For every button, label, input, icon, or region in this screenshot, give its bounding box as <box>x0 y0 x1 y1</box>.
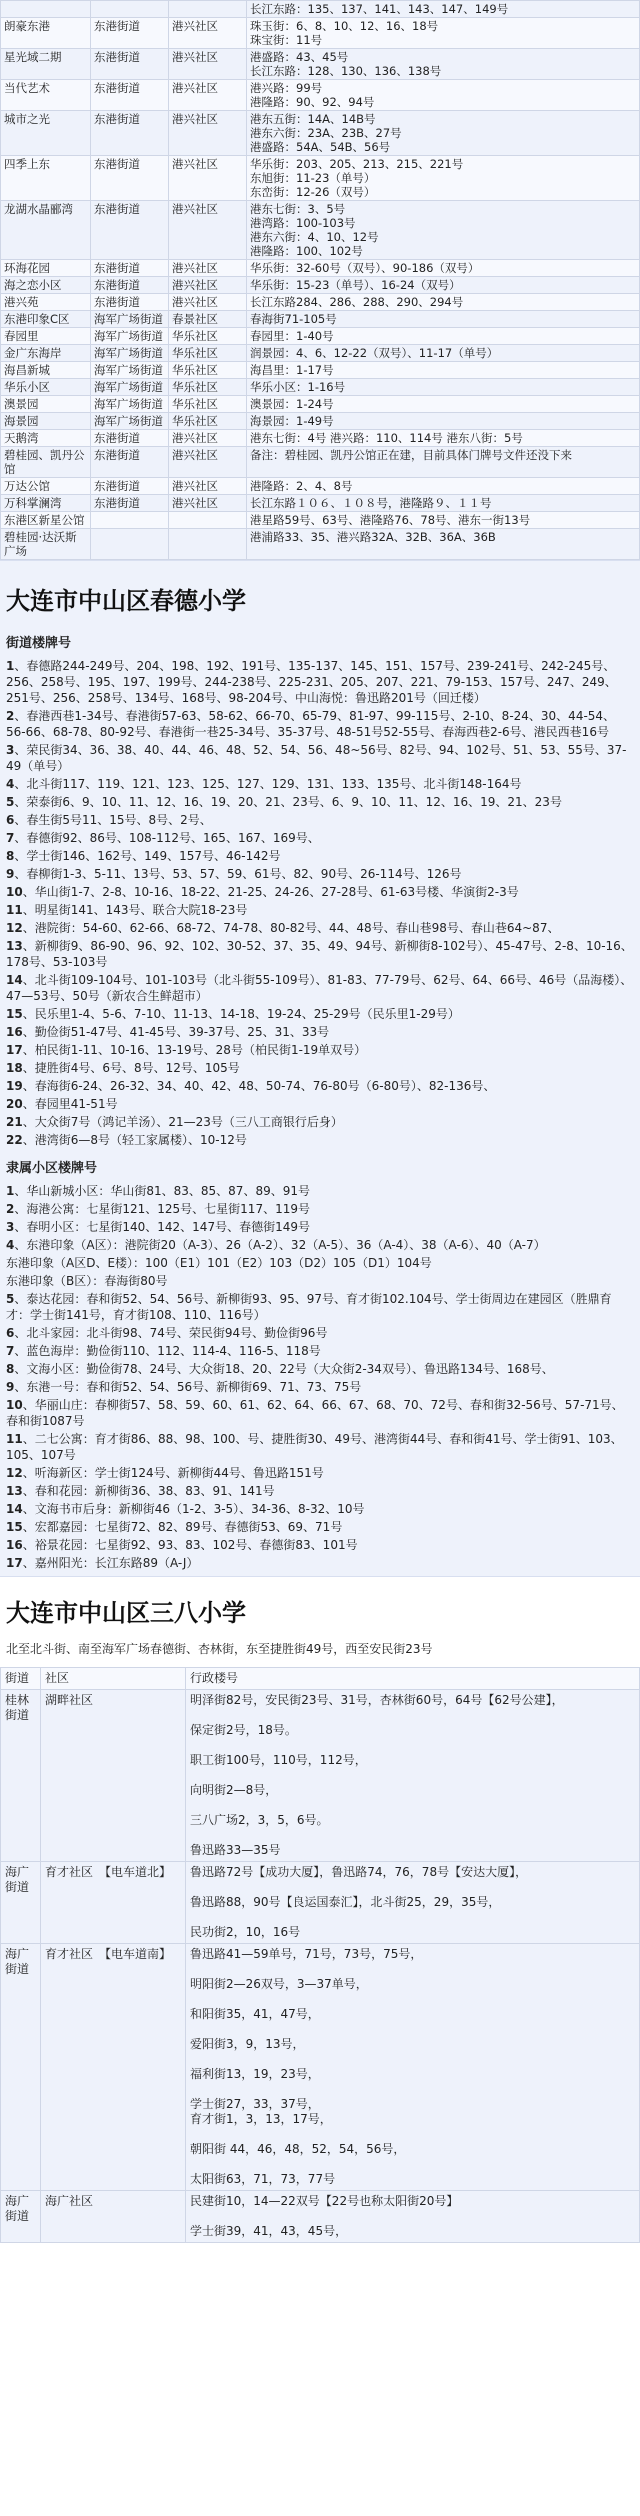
neighborhood: 春景社区 <box>169 311 247 328</box>
building-numbers: 华乐小区：1-16号 <box>247 379 640 396</box>
list-item <box>0 707 640 741</box>
item-text: 、春海街6-24、26-32、34、40、42、48、50-74、76-80号（6-80号）、82-136号、 <box>22 1079 496 1093</box>
item-number: 13 <box>6 939 23 953</box>
street-office: 东港街道 <box>91 447 169 478</box>
item-number: 7 <box>6 1344 15 1358</box>
street-office: 海军广场街道 <box>91 328 169 345</box>
building-numbers: 海昌里：1-17号 <box>247 362 640 379</box>
neighborhood: 港兴社区 <box>169 18 247 49</box>
sanba-table <box>0 1667 640 2243</box>
street-office: 海军广场街道 <box>91 379 169 396</box>
item-text: 、民乐里1-4、5-6、7-10、11-13、14-18、19-24、25-29号（民乐里1-29号） <box>22 1007 460 1021</box>
list-item <box>0 1342 640 1360</box>
item-text: 、华丽山庄：春柳街57、58、59、60、61、62、64、66、67、68、70、72号、春和街32-56号、57-71号、春和街1087号 <box>6 1398 624 1428</box>
chunde-title: 大连市中山区春德小学 <box>6 586 246 615</box>
table-row <box>1 260 640 277</box>
item-number: 6 <box>6 813 15 827</box>
item-text: 、春和花园：新柳街36、38、83、91、141号 <box>22 1484 275 1498</box>
item-text: 、文海小区：勤俭街78、24号、大众街18、20、22号（大众街2-34双号）、鲁迅路134号、168号、 <box>14 1362 554 1376</box>
table-row <box>1 362 640 379</box>
item-text: 、春港西巷1-34号、春港街57-63、58-62、66-70、65-79、81-97、99-115号、2-10、8-24、30、44-54、56-66、68-78、80-92号、春港街一巷25-34号、35-37号、48-51号52-55号、春海西巷2-6号、港民西巷16号 <box>6 709 616 739</box>
item-text: 、港湾街6—8号（轻工家属楼）、10-12号 <box>22 1133 247 1147</box>
building-numbers: 港东七街：3、5号 港湾路：100-103号 港东六街：4、10、12号 港隆路：100、102号 <box>247 201 640 260</box>
table-row <box>1 478 640 495</box>
street-office: 东港街道 <box>91 80 169 111</box>
item-number: 2 <box>6 1202 15 1216</box>
header-building-numbers: 行政楼号 <box>186 1668 640 1690</box>
building-numbers: 海景园：1-49号 <box>247 413 640 430</box>
table-row <box>1 430 640 447</box>
header-community: 社区 <box>41 1668 186 1690</box>
table-row <box>1 495 640 512</box>
list-item <box>0 1077 640 1095</box>
item-number: 5 <box>6 795 15 809</box>
list-item <box>0 1236 640 1254</box>
neighborhood: 港兴社区 <box>169 156 247 201</box>
list-item <box>0 1482 640 1500</box>
table-row <box>1 201 640 260</box>
item-text: 、新柳街9、86-90、96、92、102、30-52、37、35、49、94号、新柳街8-102号）、45-47号、2-8、10-16、178号、53-103号 <box>6 939 633 969</box>
street-office: 海军广场街道 <box>91 396 169 413</box>
table-row <box>1 1862 640 1944</box>
item-text: 东港印象（B区）：春海街80号 <box>6 1274 168 1288</box>
item-number: 16 <box>6 1538 23 1552</box>
item-text: 、华山街1-7、2-8、10-16、18-22、21-25、24-26、27-28号、61-63号楼、华演街2-3号 <box>22 885 519 899</box>
table-row <box>1 49 640 80</box>
neighborhood: 华乐社区 <box>169 362 247 379</box>
list-item <box>0 1095 640 1113</box>
item-text: 、春德街92、86号、108-112号、165、167、169号、 <box>14 831 320 845</box>
building-numbers: 鲁迅路72号【成功大厦】，鲁迅路74，76，78号【安达大厦】， 鲁迅路88，90号【良运国泰汇】，北斗街25，29，35号， 民功街2，10，16号 <box>186 1862 640 1944</box>
item-number: 15 <box>6 1007 23 1021</box>
list-item <box>0 1500 640 1518</box>
list-item <box>0 1272 640 1290</box>
item-text: 、东港一号：春和街52、54、56号、新柳街69、71、73、75号 <box>14 1380 362 1394</box>
list-item <box>0 847 640 865</box>
street-office: 东港街道 <box>91 478 169 495</box>
list-item <box>0 1182 640 1200</box>
item-text: 、学士街146、162号、149、157号、46-142号 <box>14 849 281 863</box>
list-item <box>0 937 640 971</box>
street-office: 桂林街道 <box>1 1690 41 1862</box>
neighborhood: 港兴社区 <box>169 294 247 311</box>
list-item <box>0 1290 640 1324</box>
item-text: 、大众街7号（鸿记羊汤）、21—23号（三八工商银行后身） <box>22 1115 343 1129</box>
item-text: 、春园里41-51号 <box>22 1097 118 1111</box>
list-item <box>0 741 640 775</box>
list-item <box>0 1218 640 1236</box>
building-numbers: 港隆路：2、4、8号 <box>247 478 640 495</box>
table-row <box>1 156 640 201</box>
list-item <box>0 1324 640 1342</box>
street-office: 东港街道 <box>91 18 169 49</box>
list-item <box>0 811 640 829</box>
item-number: 8 <box>6 1362 15 1376</box>
item-text: 、嘉州阳光：长江东路89（A-J） <box>22 1556 199 1570</box>
community-name: 万达公馆 <box>1 478 91 495</box>
item-text: 、捷胜街4号、6号、8号、12号、105号 <box>22 1061 240 1075</box>
item-number: 12 <box>6 921 23 935</box>
community-numbers-heading: 隶属小区楼牌号 <box>6 1161 98 1176</box>
street-office <box>91 512 169 529</box>
building-numbers: 润景园：4、6、12-22（双号）、11-17（单号） <box>247 345 640 362</box>
community-name: 龙湖水晶郦湾 <box>1 201 91 260</box>
item-number: 14 <box>6 1502 23 1516</box>
item-text: 、春柳街1-3、5-11、13号、53、57、59、61号、82、90号、26-114号、126号 <box>14 867 462 881</box>
residential-table <box>0 0 640 560</box>
street-office: 东港街道 <box>91 495 169 512</box>
neighborhood: 华乐社区 <box>169 413 247 430</box>
list-item <box>0 1131 640 1149</box>
item-text: 、北斗街117、119、121、123、125、127、129、131、133、135号、北斗街148-164号 <box>14 777 522 791</box>
community-name <box>1 1 91 18</box>
neighborhood <box>169 512 247 529</box>
neighborhood: 华乐社区 <box>169 328 247 345</box>
community-name: 当代艺术 <box>1 80 91 111</box>
community-name: 四季上东 <box>1 156 91 201</box>
table-row <box>1 328 640 345</box>
item-number: 1 <box>6 1184 15 1198</box>
neighborhood: 华乐社区 <box>169 379 247 396</box>
item-number: 6 <box>6 1326 15 1340</box>
street-office: 海军广场街道 <box>91 413 169 430</box>
list-item <box>0 1536 640 1554</box>
community-name: 朗豪东港 <box>1 18 91 49</box>
list-item <box>0 883 640 901</box>
street-office: 东港街道 <box>91 49 169 80</box>
item-text: 、春德路244-249号、204、198、192、191号、135-137、145、151、157号、239-241号、242-245号、256、258号、195、197、199号、244-238号、225-231、205、207、221、79-153、157号、247、249、251号、256、258号、134号、168号、98-204号、中山海悦：鲁迅路201号（回迁楼） <box>6 659 617 705</box>
table-row <box>1 345 640 362</box>
community-name: 港兴苑 <box>1 294 91 311</box>
building-numbers: 华乐街：15-23（单号）、16-24（双号） <box>247 277 640 294</box>
neighborhood: 港兴社区 <box>169 430 247 447</box>
street-office: 海广街道 <box>1 2191 41 2243</box>
building-numbers: 备注：碧桂园、凯丹公馆正在建，目前具体门牌号文件还没下来 <box>247 447 640 478</box>
building-numbers: 港东五街：14A、14B号 港东六街：23A、23B、27号 港盛路：54A、54B、56号 <box>247 111 640 156</box>
list-item <box>0 1200 640 1218</box>
item-number: 16 <box>6 1025 23 1039</box>
item-text: 、柏民街1-11、10-16、13-19号、28号（柏民街1-19单双号） <box>22 1043 367 1057</box>
item-number: 4 <box>6 1238 15 1252</box>
community-name: 东港印象C区 <box>1 311 91 328</box>
item-number: 9 <box>6 1380 15 1394</box>
chunde-section <box>0 560 640 1577</box>
item-number: 7 <box>6 831 15 845</box>
building-numbers: 民建街10，14—22双号【22号也称太阳街20号】 学士街39，41，43，45号， <box>186 2191 640 2243</box>
table-row <box>1 2191 640 2243</box>
item-text: 、二七公寓：育才街86、88、98、100、号、捷胜街30、49号、港湾街44号、春和街41号、学士街91、103、105、107号 <box>6 1432 623 1462</box>
community: 海广社区 <box>41 2191 186 2243</box>
list-item <box>0 1554 640 1572</box>
community-name: 华乐小区 <box>1 379 91 396</box>
community-name: 万科掌澜湾 <box>1 495 91 512</box>
building-numbers: 春园里：1-40号 <box>247 328 640 345</box>
table-row <box>1 447 640 478</box>
item-number: 21 <box>6 1115 23 1129</box>
item-text: 、海港公寓：七星街121、125号、七星街117、119号 <box>14 1202 310 1216</box>
item-number: 13 <box>6 1484 23 1498</box>
community: 湖畔社区 <box>41 1690 186 1862</box>
list-item <box>0 1396 640 1430</box>
list-item <box>0 919 640 937</box>
community-name: 海昌新城 <box>1 362 91 379</box>
building-numbers: 华乐街：203、205、213、215、221号 东旭街：11-23（单号） 东峦街：12-26（双号） <box>247 156 640 201</box>
table-row <box>1 1 640 18</box>
building-numbers: 港盛路：43、45号 长江东路：128、130、136、138号 <box>247 49 640 80</box>
item-text: 、荣民街34、36、38、40、44、46、48、52、54、56、48~56号、82号、94、102号、51、53、55号、37-49（单号） <box>6 743 627 773</box>
neighborhood: 港兴社区 <box>169 478 247 495</box>
table-row <box>1 413 640 430</box>
item-text: 、北斗街109-104号、101-103号（北斗街55-109号）、81-83、77-79号、62号、64、66号、46号（品海楼）、47—53号、50号（新农合生鲜超市） <box>6 973 633 1003</box>
neighborhood: 港兴社区 <box>169 447 247 478</box>
table-row <box>1 311 640 328</box>
item-text: 、北斗家园：北斗街98、74号、荣民街94号、勤俭街96号 <box>14 1326 328 1340</box>
street-office <box>91 529 169 560</box>
street-office: 东港街道 <box>91 260 169 277</box>
list-item <box>0 1113 640 1131</box>
list-item <box>0 829 640 847</box>
item-number: 14 <box>6 973 23 987</box>
neighborhood: 港兴社区 <box>169 260 247 277</box>
list-item <box>0 657 640 707</box>
list-item <box>0 793 640 811</box>
item-number: 17 <box>6 1043 23 1057</box>
item-text: 、裕景花园：七星街92、93、83、102号、春德街83、101号 <box>22 1538 358 1552</box>
table-row <box>1 529 640 560</box>
list-item <box>0 775 640 793</box>
building-numbers: 春海街71-105号 <box>247 311 640 328</box>
building-numbers: 长江东路284、286、288、290、294号 <box>247 294 640 311</box>
street-office: 海军广场街道 <box>91 362 169 379</box>
community-name: 澳景园 <box>1 396 91 413</box>
list-item <box>0 1023 640 1041</box>
street-office: 东港街道 <box>91 430 169 447</box>
building-numbers: 长江东路１０６、１０８号，港隆路９、１１号 <box>247 495 640 512</box>
item-number: 1 <box>6 659 15 673</box>
street-office: 东港街道 <box>91 277 169 294</box>
table-header-row <box>1 1668 640 1690</box>
item-number: 5 <box>6 1292 15 1306</box>
table-row <box>1 1944 640 2191</box>
item-number: 12 <box>6 1466 23 1480</box>
item-number: 4 <box>6 777 15 791</box>
community-name: 城市之光 <box>1 111 91 156</box>
neighborhood: 港兴社区 <box>169 277 247 294</box>
table-row <box>1 277 640 294</box>
community: 育才社区 【电车道南】 <box>41 1944 186 2191</box>
building-numbers: 华乐街：32-60号（双号）、90-186（双号） <box>247 260 640 277</box>
building-numbers: 澳景园：1-24号 <box>247 396 640 413</box>
item-text: 、春生街5号11、15号、8号、2号、 <box>14 813 212 827</box>
neighborhood <box>169 529 247 560</box>
street-office: 东港街道 <box>91 111 169 156</box>
community-numbers-list <box>0 1182 640 1572</box>
item-number: 17 <box>6 1556 23 1570</box>
street-office: 海军广场街道 <box>91 311 169 328</box>
neighborhood: 港兴社区 <box>169 80 247 111</box>
item-number: 15 <box>6 1520 23 1534</box>
building-numbers: 港兴路：99号 港隆路：90、92、94号 <box>247 80 640 111</box>
list-item <box>0 1005 640 1023</box>
street-office: 海军广场街道 <box>91 345 169 362</box>
header-street: 街道 <box>1 1668 41 1690</box>
table-row <box>1 294 640 311</box>
street-numbers-heading: 街道楼牌号 <box>6 636 72 651</box>
neighborhood: 港兴社区 <box>169 111 247 156</box>
street-office <box>91 1 169 18</box>
item-text: 、明星街141、143号、联合大院18-23号 <box>22 903 248 917</box>
list-item <box>0 865 640 883</box>
community-name: 春园里 <box>1 328 91 345</box>
item-text: 、勤俭街51-47号、41-45号、39-37号、25、31、33号 <box>22 1025 330 1039</box>
item-number: 2 <box>6 709 15 723</box>
item-number: 20 <box>6 1097 23 1111</box>
street-numbers-list <box>0 657 640 1149</box>
item-text: 、港院街：54-60、62-66、68-72、74-78、80-82号、44、48号、春山巷98号、春山巷64~87、 <box>22 921 560 935</box>
neighborhood: 港兴社区 <box>169 495 247 512</box>
community-name: 碧桂园、凯丹公馆 <box>1 447 91 478</box>
table-row <box>1 512 640 529</box>
community-name: 东港区新星公馆 <box>1 512 91 529</box>
building-numbers: 珠玉街：6、8、10、12、16、18号 珠宝街：11号 <box>247 18 640 49</box>
item-text: 、泰达花园：春和街52、54、56号、新柳街93、95、97号、育才街102.104号、学士街周边在建园区（胜鼎育才：学士街141号，育才街108、110、116号） <box>6 1292 612 1322</box>
neighborhood: 华乐社区 <box>169 345 247 362</box>
community-name: 碧桂园·达沃斯广场 <box>1 529 91 560</box>
list-item <box>0 1059 640 1077</box>
table-row <box>1 18 640 49</box>
item-number: 11 <box>6 1432 23 1446</box>
item-text: 、荣泰街6、9、10、11、12、16、19、20、21、23号、6、9、10、11、12、16、19、21、23号 <box>14 795 562 809</box>
table-row <box>1 396 640 413</box>
building-numbers: 港星路59号、63号、港隆路76、78号、港东一街13号 <box>247 512 640 529</box>
list-item <box>0 901 640 919</box>
building-numbers: 港东七街：4号 港兴路：110、114号 港东八街：5号 <box>247 430 640 447</box>
item-number: 8 <box>6 849 15 863</box>
table-row <box>1 80 640 111</box>
item-number: 22 <box>6 1133 23 1147</box>
community: 育才社区 【电车道北】 <box>41 1862 186 1944</box>
community-name: 海之恋小区 <box>1 277 91 294</box>
neighborhood: 港兴社区 <box>169 201 247 260</box>
item-text: 东港印象（A区D、E楼）：100（E1）101（E2）103（D2）105（D1）104号 <box>6 1256 432 1270</box>
list-item <box>0 1041 640 1059</box>
list-item <box>0 1360 640 1378</box>
list-item <box>0 1464 640 1482</box>
street-office: 海广街道 <box>1 1862 41 1944</box>
item-number: 19 <box>6 1079 23 1093</box>
community-name: 星光域二期 <box>1 49 91 80</box>
sanba-title: 大连市中山区三八小学 <box>6 1598 246 1627</box>
list-item <box>0 1518 640 1536</box>
street-office: 东港街道 <box>91 201 169 260</box>
neighborhood: 华乐社区 <box>169 396 247 413</box>
table-row <box>1 1690 640 1862</box>
table-row <box>1 111 640 156</box>
community-name: 金广东海岸 <box>1 345 91 362</box>
item-text: 、春明小区：七星街140、142、147号、春德街149号 <box>14 1220 310 1234</box>
item-number: 18 <box>6 1061 23 1075</box>
building-numbers: 明泽街82号，安民街23号、31号，杏林街60号，64号【62号公建】， 保定街2号，18号。 职工街100号，110号，112号， 向明街2—8号， 三八广场2，3，5，6号。 鲁迅路33—35号 <box>186 1690 640 1862</box>
item-number: 3 <box>6 743 15 757</box>
street-office: 海广街道 <box>1 1944 41 2191</box>
list-item <box>0 1378 640 1396</box>
item-text: 、华山新城小区：华山街81、83、85、87、89、91号 <box>14 1184 310 1198</box>
street-office: 东港街道 <box>91 156 169 201</box>
community-name: 环海花园 <box>1 260 91 277</box>
community-name: 天鹅湾 <box>1 430 91 447</box>
building-numbers: 长江东路：135、137、141、143、147、149号 <box>247 1 640 18</box>
item-text: 、东港印象（A区）：港院街20（A-3）、26（A-2）、32（A-5）、36（A-4）、38（A-6）、40（A-7） <box>14 1238 546 1252</box>
item-number: 9 <box>6 867 15 881</box>
sanba-boundary: 北至北斗街、南至海军广场春德街、杏林街，东至捷胜街49号，西至安民街23号 <box>6 1642 433 1656</box>
item-number: 11 <box>6 903 23 917</box>
item-number: 10 <box>6 1398 23 1412</box>
list-item <box>0 971 640 1005</box>
sanba-section <box>0 1577 640 2243</box>
building-numbers: 港浦路33、35、港兴路32A、32B、36A、36B <box>247 529 640 560</box>
item-number: 10 <box>6 885 23 899</box>
list-item <box>0 1430 640 1464</box>
community-name: 海景园 <box>1 413 91 430</box>
item-text: 、蓝色海岸：勤俭街110、112、114-4、116-5、118号 <box>14 1344 321 1358</box>
item-number: 3 <box>6 1220 15 1234</box>
building-numbers: 鲁迅路41—59单号，71号，73号，75号， 明阳街2—26双号，3—37单号， 和阳街35，41，47号， 爱阳街3，9，13号， 福利街13，19，23号， 学士街27，33，37号， 育才街1，3，13，17号， 朝阳街 44，46，48，52，54，56号， 太阳街63，71，73，77号 <box>186 1944 640 2191</box>
list-item <box>0 1254 640 1272</box>
item-text: 、文海书市后身：新柳街46（1-2、3-5）、34-36、8-32、10号 <box>22 1502 365 1516</box>
neighborhood: 港兴社区 <box>169 49 247 80</box>
neighborhood <box>169 1 247 18</box>
item-text: 、听海新区：学士街124号、新柳街44号、鲁迅路151号 <box>22 1466 324 1480</box>
street-office: 东港街道 <box>91 294 169 311</box>
item-text: 、宏都嘉园：七星街72、82、89号、春德街53、69、71号 <box>22 1520 343 1534</box>
table-row <box>1 379 640 396</box>
